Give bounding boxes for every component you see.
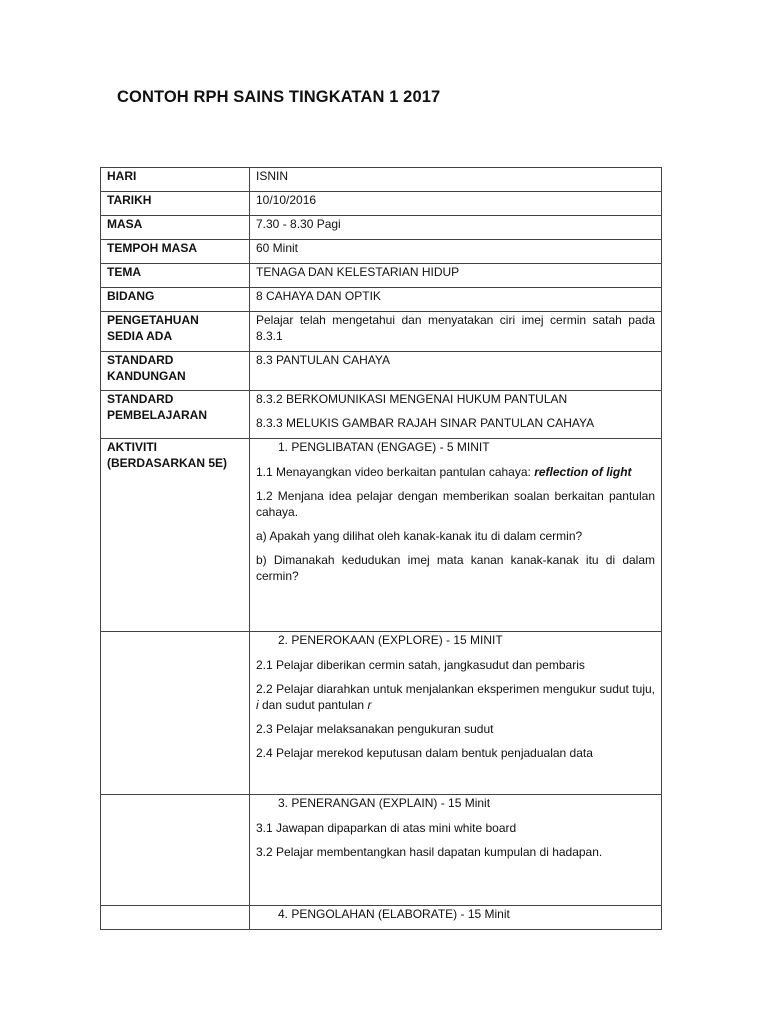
- explore-item-2-2-text: 2.2 Pelajar diarahkan untuk menjalankan eksperimen mengukur sudut tuju,: [256, 682, 655, 696]
- value-bidang: 8 CAHAYA DAN OPTIK: [250, 288, 662, 312]
- engage-heading: 1. PENGLIBATAN (ENGAGE) - 5 MINIT: [278, 440, 490, 454]
- engage-item-1-1: [256, 464, 655, 480]
- value-tema: TENAGA DAN KELESTARIAN HIDUP: [250, 264, 662, 288]
- sp-item-832: 8.3.2 BERKOMUNIKASI MENGENAI HUKUM PANTULAN: [256, 392, 568, 406]
- rph-table: [100, 167, 662, 930]
- label-pengetahuan-line1: PENGETAHUAN: [107, 313, 199, 327]
- row-aktiviti-explore: [101, 632, 662, 795]
- row-masa: [101, 216, 662, 240]
- row-aktiviti-elaborate: [101, 906, 662, 930]
- explore-heading: 2. PENEROKAAN (EXPLORE) - 15 MINIT: [278, 633, 503, 647]
- label-pembelajaran-line1: STANDARD: [107, 392, 174, 406]
- page-title: CONTOH RPH SAINS TINGKATAN 1 2017: [117, 88, 441, 106]
- label-pengetahuan: [101, 312, 250, 352]
- label-bidang: BIDANG: [101, 288, 250, 312]
- engage-question-b: b) Dimanakah kedudukan imej mata kanan kanak-kanak itu di dalam cermin?: [256, 553, 655, 583]
- elaborate-heading: 4. PENGOLAHAN (ELABORATE) - 15 Minit: [278, 907, 510, 921]
- engage-item-1-2: 1.2 Menjana idea pelajar dengan memberikan soalan berkaitan pantulan cahaya.: [256, 489, 655, 519]
- label-aktiviti: [101, 439, 250, 632]
- engage-cell: [250, 439, 662, 632]
- explore-item-2-2-r: r: [367, 698, 372, 712]
- row-bidang: [101, 288, 662, 312]
- row-aktiviti-explain: [101, 795, 662, 906]
- explore-item-2-4: 2.4 Pelajar merekod keputusan dalam bentuk penjadualan data: [256, 746, 593, 760]
- label-standard-kandungan: [101, 352, 250, 391]
- explain-item-3-1: 3.1 Jawapan dipaparkan di atas mini white board: [256, 821, 517, 835]
- row-pengetahuan: [101, 312, 662, 352]
- engage-item-1-1-text: 1.1 Menayangkan video berkaitan pantulan cahaya:: [256, 465, 535, 479]
- label-kandungan-line2: KANDUNGAN: [107, 369, 186, 383]
- explore-item-2-2: [256, 681, 655, 713]
- label-aktiviti-line1: AKTIVITI: [107, 440, 157, 454]
- value-masa: 7.30 - 8.30 Pagi: [250, 216, 662, 240]
- blank-cell-explore: [101, 632, 250, 795]
- row-hari: [101, 168, 662, 192]
- blank-cell-elaborate: [101, 906, 250, 930]
- label-standard-pembelajaran: [101, 391, 250, 439]
- explore-cell: [250, 632, 662, 795]
- label-hari: HARI: [101, 168, 250, 192]
- engage-item-1-1-emphasis: reflection of light: [534, 465, 632, 479]
- explore-item-2-3: 2.3 Pelajar melaksanakan pengukuran sudut: [256, 722, 494, 736]
- blank-cell-explain: [101, 795, 250, 906]
- label-tarikh: TARIKH: [101, 192, 250, 216]
- elaborate-cell: [250, 906, 662, 930]
- label-tema: TEMA: [101, 264, 250, 288]
- row-standard-kandungan: [101, 352, 662, 391]
- value-standard-pembelajaran: [250, 391, 662, 439]
- row-aktiviti-engage: [101, 439, 662, 632]
- row-tempoh: [101, 240, 662, 264]
- label-pembelajaran-line2: PEMBELAJARAN: [107, 408, 208, 422]
- value-tempoh: 60 Minit: [250, 240, 662, 264]
- row-tema: [101, 264, 662, 288]
- label-kandungan-line1: STANDARD: [107, 353, 174, 367]
- row-tarikh: [101, 192, 662, 216]
- value-tarikh: 10/10/2016: [250, 192, 662, 216]
- value-hari: ISNIN: [250, 168, 662, 192]
- row-standard-pembelajaran: [101, 391, 662, 439]
- explore-item-2-1: 2.1 Pelajar diberikan cermin satah, jangkasudut dan pembaris: [256, 658, 585, 672]
- value-pengetahuan: Pelajar telah mengetahui dan menyatakan ciri imej cermin satah pada 8.3.1: [250, 312, 662, 352]
- explain-item-3-2: 3.2 Pelajar membentangkan hasil dapatan kumpulan di hadapan.: [256, 845, 603, 859]
- sp-item-833: 8.3.3 MELUKIS GAMBAR RAJAH SINAR PANTULAN CAHAYA: [256, 416, 595, 430]
- explore-item-2-2-i: i: [256, 698, 259, 712]
- label-masa: MASA: [101, 216, 250, 240]
- label-aktiviti-line2: (BERDASARKAN 5E): [107, 456, 228, 470]
- explain-cell: [250, 795, 662, 906]
- label-tempoh: TEMPOH MASA: [101, 240, 250, 264]
- label-pengetahuan-line2: SEDIA ADA: [107, 329, 173, 343]
- value-standard-kandungan: 8.3 PANTULAN CAHAYA: [250, 352, 662, 391]
- engage-question-a: a) Apakah yang dilihat oleh kanak-kanak itu di dalam cermin?: [256, 529, 583, 543]
- explain-heading: 3. PENERANGAN (EXPLAIN) - 15 Minit: [278, 796, 491, 810]
- explore-item-2-2-mid: dan sudut pantulan: [258, 698, 368, 712]
